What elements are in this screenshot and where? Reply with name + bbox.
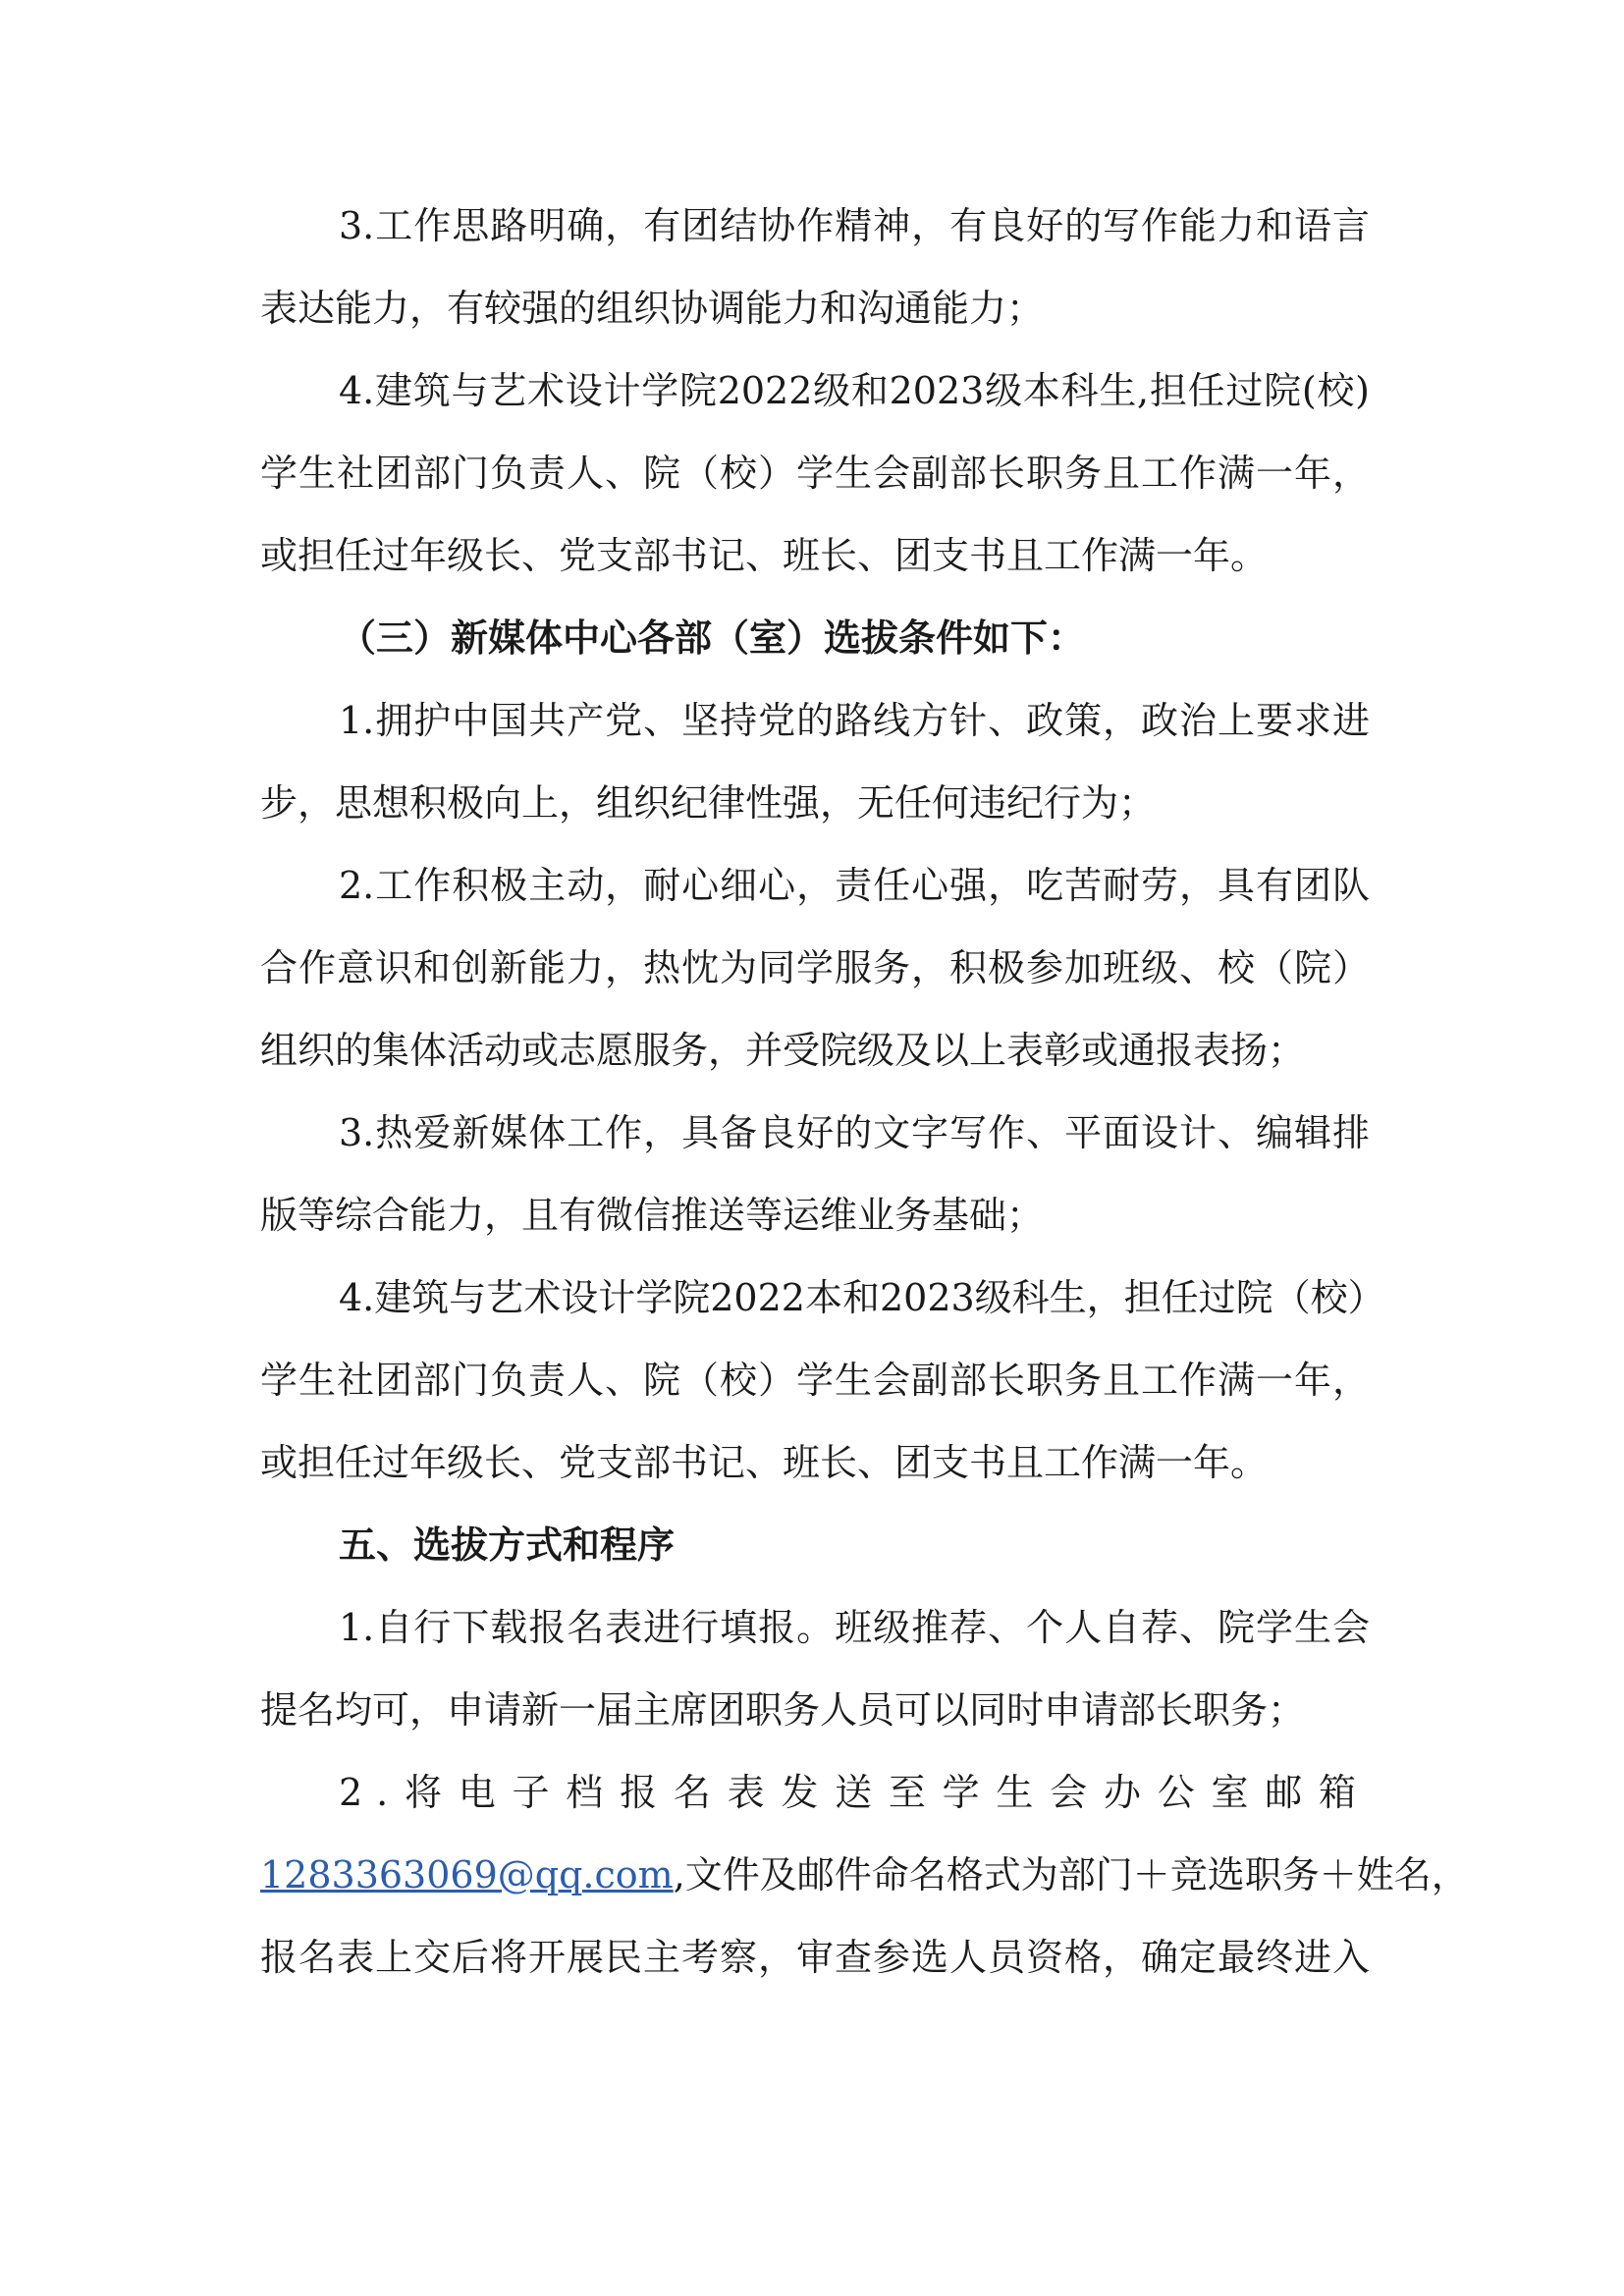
paragraph-line: 3.工作思路明确，有团结协作精神，有良好的写作能力和语言 [339, 204, 1370, 247]
paragraph-line: 或担任过年级长、党支部书记、班长、团支书且工作满一年。 [260, 534, 1269, 577]
paragraph-line: 报名表上交后将开展民主考察，审查参选人员资格，确定最终进入 [260, 1936, 1370, 1979]
section-heading: 五、选拔方式和程序 [339, 1523, 676, 1567]
paragraph-line: 或担任过年级长、党支部书记、班长、团支书且工作满一年。 [260, 1441, 1269, 1484]
paragraph-line: 步，思想积极向上，组织纪律性强，无任何违纪行为； [260, 781, 1157, 825]
paragraph-line: 表达能力，有较强的组织协调能力和沟通能力； [260, 287, 1045, 330]
section-heading: （三）新媒体中心各部（室）选拔条件如下： [339, 616, 1086, 660]
paragraph-line: 组织的集体活动或志愿服务，并受院级及以上表彰或通报表扬； [260, 1029, 1306, 1072]
paragraph-line: 1.拥护中国共产党、坚持党的路线方针、政策，政治上要求进 [339, 699, 1370, 742]
paragraph-line: 合作意识和创新能力，热忱为同学服务，积极参加班级、校（院） [260, 946, 1370, 989]
paragraph-line: 4.建筑与艺术设计学院2022本和2023级科生，担任过院（校） [339, 1276, 1385, 1319]
paragraph-line: 提名均可，申请新一届主席团职务人员可以同时申请部长职务； [260, 1688, 1306, 1732]
paragraph-line: 3.热爱新媒体工作，具备良好的文字写作、平面设计、编辑排 [339, 1111, 1370, 1154]
paragraph-line: 2.工作积极主动，耐心细心，责任心强，吃苦耐劳，具有团队 [339, 864, 1370, 907]
paragraph-text: ,文件及邮件命名格式为部门＋竞选职务＋姓名， [673, 1853, 1469, 1896]
paragraph-line: 4.建筑与艺术设计学院2022级和2023级本科生,担任过院(校) [339, 369, 1370, 412]
paragraph-line: 1.自行下载报名表进行填报。班级推荐、个人自荐、院学生会 [339, 1606, 1370, 1649]
paragraph-line: 2.将电子档报名表发送至学生会办公室邮箱 [339, 1771, 1370, 1814]
paragraph-line: 学生社团部门负责人、院（校）学生会副部长职务且工作满一年， [260, 452, 1370, 495]
paragraph-line: 版等综合能力，且有微信推送等运维业务基础； [260, 1194, 1045, 1237]
paragraph-line [260, 1853, 1469, 1896]
email-link[interactable]: 1283363069@qq.com [260, 1853, 674, 1896]
paragraph-line: 学生社团部门负责人、院（校）学生会副部长职务且工作满一年， [260, 1359, 1370, 1402]
document-body [260, 204, 1469, 2020]
